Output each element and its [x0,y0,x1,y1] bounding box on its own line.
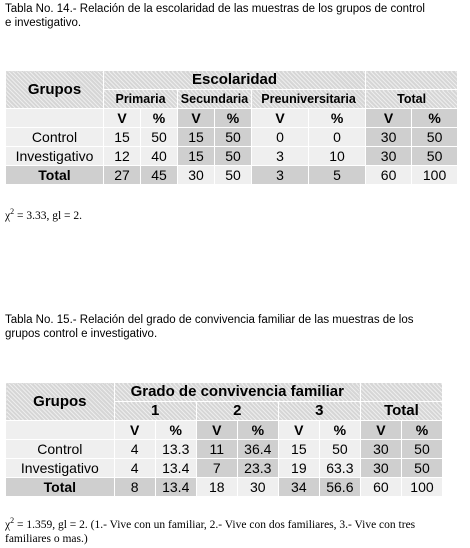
table14-cell: 50 [215,166,252,185]
table15-v-label: V [278,421,319,440]
table14-row-label: Investigativo [6,147,104,166]
table14-subheader-3: Preuniversitaria [252,90,366,109]
table15-cell: 50 [401,440,442,459]
table14-cell: 50 [412,147,458,166]
table14-header-main: Escolaridad [104,71,366,90]
table15-pct-label: % [319,421,360,440]
table15-subheader-4: Total [360,402,442,421]
table14-v-label: V [178,109,215,128]
table15-cell: 30 [360,440,401,459]
table15-row-label: Investigativo [6,459,115,478]
table14-pct-label: % [309,109,366,128]
table14-cell: 100 [412,166,458,185]
table15-v-label: V [360,421,401,440]
table15-cell: 8 [114,478,155,497]
table14-row-label: Total [6,166,104,185]
table15-subheader-2: 2 [196,402,278,421]
table14-pct-label: % [141,109,178,128]
table15-cell: 7 [196,459,237,478]
table15-header-main: Grado de convivencia familiar [114,383,360,402]
table15-cell: 13.3 [155,440,196,459]
table15-caption: Tabla No. 15.- Relación del grado de convivencia familiar de las muestras de los grupos control e investigativo. [5,314,414,340]
table14-subheader-1: Primaria [104,90,178,109]
table14-pct-label: % [412,109,458,128]
table14-blank-cell [6,109,104,128]
table15-header-blank [360,383,442,402]
table14-statistic: $\chi^2 = 3.33$, gl = 2. [5,207,83,222]
table15-cell: 13.4 [155,459,196,478]
table15-cell: 19 [278,459,319,478]
table15-cell: 50 [319,440,360,459]
table15-cell: 4 [114,440,155,459]
table15-cell: 34 [278,478,319,497]
table14-header-groups: Grupos [6,71,104,109]
table15-pct-label: % [401,421,442,440]
table15-cell: 100 [401,478,442,497]
table14-v-label: V [252,109,309,128]
table15-subheader-1: 1 [114,402,196,421]
table15-cell: 4 [114,459,155,478]
table14-cell: 3 [252,166,309,185]
table15-statistic: $\chi^2 = 1.359$, gl = 2. (1.- Vive con un familiar, 2.- Vive con dos familiares, 3.- Vive con tres familiares o mas.) [5,516,416,545]
table15-cell: 11 [196,440,237,459]
table15-cell: 30 [360,459,401,478]
table14-cell: 40 [141,147,178,166]
table15 [5,382,443,497]
table15-subheader-3: 3 [278,402,360,421]
table14-cell: 50 [215,147,252,166]
table14 [5,70,458,185]
table14-cell: 60 [366,166,412,185]
table14-cell: 45 [141,166,178,185]
table14-cell: 50 [215,128,252,147]
table15-row-label: Total [6,478,115,497]
table14-cell: 27 [104,166,141,185]
table15-header-groups: Grupos [6,383,115,421]
table15-cell: 23.3 [237,459,278,478]
table15-cell: 60 [360,478,401,497]
table14-cell: 15 [178,147,215,166]
table14-caption: Tabla No. 14.- Relación de la escolaridad de las muestras de los grupos de control e investigativo. [5,3,425,29]
table15-pct-label: % [155,421,196,440]
table14-cell: 0 [309,128,366,147]
table14-cell: 5 [309,166,366,185]
table14-subheader-4: Total [366,90,458,109]
table15-cell: 13.4 [155,478,196,497]
table15-v-label: V [114,421,155,440]
table14-v-label: V [104,109,141,128]
table14-cell: 30 [366,147,412,166]
table14-cell: 12 [104,147,141,166]
table14-cell: 10 [309,147,366,166]
table14-cell: 50 [141,128,178,147]
table14-cell: 30 [178,166,215,185]
table15-cell: 63.3 [319,459,360,478]
table15-v-label: V [196,421,237,440]
table15-cell: 18 [196,478,237,497]
table15-pct-label: % [237,421,278,440]
table15-cell: 50 [401,459,442,478]
table14-cell: 15 [104,128,141,147]
table14-header-blank [366,71,458,90]
table15-cell: 56.6 [319,478,360,497]
table14-cell: 3 [252,147,309,166]
table15-cell: 30 [237,478,278,497]
table14-cell: 30 [366,128,412,147]
table14-cell: 50 [412,128,458,147]
table15-blank-cell [6,421,115,440]
table14-cell: 15 [178,128,215,147]
table14-subheader-2: Secundaria [178,90,252,109]
table15-row-label: Control [6,440,115,459]
table14-v-label: V [366,109,412,128]
table14-cell: 0 [252,128,309,147]
table15-cell: 36.4 [237,440,278,459]
table15-cell: 15 [278,440,319,459]
table14-row-label: Control [6,128,104,147]
table14-pct-label: % [215,109,252,128]
